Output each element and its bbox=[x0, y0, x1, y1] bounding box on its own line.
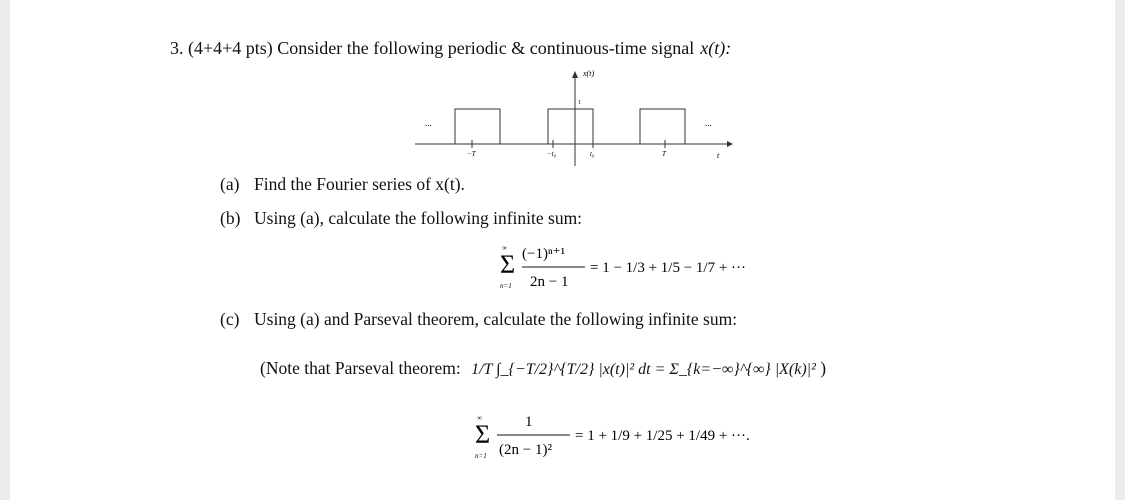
sum-b-equation bbox=[500, 240, 747, 305]
part-b-label: (b) bbox=[220, 208, 241, 228]
sum-c-upper: ∞ bbox=[477, 414, 482, 422]
t-axis-label: t bbox=[717, 151, 720, 160]
document-page bbox=[10, 0, 1115, 500]
left-ellipsis: ... bbox=[425, 118, 432, 128]
note-prefix: (Note that Parseval theorem: bbox=[260, 358, 461, 378]
question-header bbox=[170, 38, 731, 59]
question-text: 3. (4+4+4 pts) Consider the following periodic & continuous-time signal bbox=[170, 38, 695, 58]
signal-figure bbox=[415, 68, 735, 168]
sum-c-numerator: 1 bbox=[525, 414, 533, 430]
sum-c-equation bbox=[475, 410, 775, 475]
amplitude-label: 1 bbox=[578, 100, 581, 106]
part-c-text: Using (a) and Parseval theorem, calculate the following infinite sum: bbox=[254, 309, 738, 329]
tick-label-T: T bbox=[662, 150, 666, 158]
sum-c-denominator: (2n − 1)² bbox=[499, 442, 552, 458]
sum-b-upper: ∞ bbox=[502, 244, 507, 252]
part-c bbox=[220, 309, 737, 330]
sum-b-formula bbox=[500, 240, 747, 300]
sum-c-rhs: = 1 + 1/9 + 1/25 + 1/49 + ···. bbox=[575, 428, 750, 444]
part-c-label: (c) bbox=[220, 309, 240, 329]
sigma-icon: Σ bbox=[475, 420, 491, 449]
part-a-label: (a) bbox=[220, 174, 240, 194]
part-b bbox=[220, 208, 582, 229]
note-suffix: ) bbox=[820, 358, 827, 378]
y-axis-label: x(t) bbox=[583, 69, 595, 78]
sum-b-denominator: 2n − 1 bbox=[530, 274, 569, 290]
sum-b-lower: n=1 bbox=[500, 282, 512, 290]
parseval-formula: 1/T ∫_{−T/2}^{T/2} |x(t)|² dt = Σ_{k=−∞}^{∞} |X(k)|² bbox=[471, 361, 816, 378]
tick-label-neg-t0: −t₀ bbox=[547, 150, 557, 158]
sigma-icon: Σ bbox=[500, 250, 516, 279]
tick-label-t0: t₀ bbox=[590, 150, 595, 158]
part-a bbox=[220, 174, 465, 195]
right-ellipsis: ... bbox=[705, 118, 712, 128]
sum-c-lower: n=1 bbox=[475, 452, 487, 460]
signal-plot bbox=[415, 68, 735, 168]
tick-label-neg-T: −T bbox=[467, 150, 476, 158]
signal-name: x(t): bbox=[700, 38, 732, 58]
sum-b-numerator: (−1)ⁿ⁺¹ bbox=[522, 246, 566, 262]
part-a-text: Find the Fourier series of x(t). bbox=[254, 174, 465, 194]
sum-c-formula bbox=[475, 410, 775, 470]
part-b-text: Using (a), calculate the following infinite sum: bbox=[254, 208, 583, 228]
parseval-note bbox=[260, 358, 826, 379]
sum-b-rhs: = 1 − 1/3 + 1/5 − 1/7 + ··· bbox=[590, 260, 747, 276]
